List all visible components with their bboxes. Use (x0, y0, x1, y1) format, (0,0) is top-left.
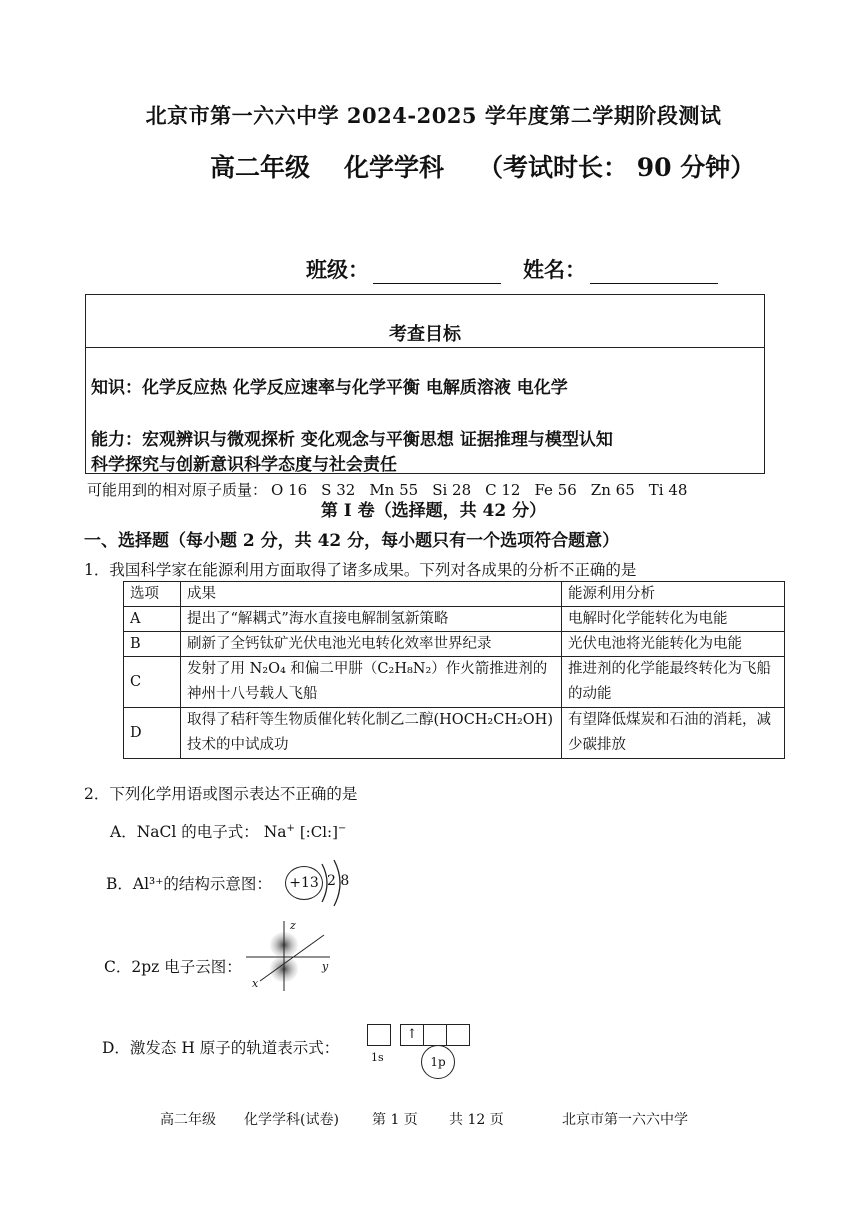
footer-total: 共 12 页 (449, 1112, 504, 1128)
mass-item: Zn 65 (590, 481, 635, 499)
option-cell: D (124, 708, 181, 759)
option-cell: A (124, 607, 181, 632)
option-cell: C (124, 657, 181, 708)
cl-electron-dots: [:Cl:] (299, 823, 338, 841)
analysis-cell: 光伏电池将光能转化为电能 (562, 632, 785, 657)
q1-table (123, 581, 785, 759)
al-shell-electrons: 2 8 (327, 873, 350, 889)
option-a-label: A．NaCl 的电子式： (110, 823, 259, 841)
footer-grade: 高二年级 (160, 1112, 216, 1128)
q1-stem: 1．我国科学家在能源利用方面取得了诸多成果。下列对各成果的分析不正确的是 (84, 561, 637, 579)
option-c-label: C．2pz 电子云图： (104, 958, 242, 976)
exam-subtitle (210, 148, 755, 184)
q2-option-a: A．NaCl 的电子式： Na+ [:Cl:]− (110, 822, 347, 841)
subject-label: 化学学科 (344, 153, 445, 182)
mass-item: O 16 (271, 481, 308, 499)
option-d-label: D．激发态 H 原子的轨道表示式： (102, 1039, 340, 1057)
analysis-cell: 有望降低煤炭和石油的消耗，减少碳排放 (562, 708, 785, 759)
footer-school: 北京市第一六六中学 (562, 1112, 688, 1128)
result-cell: 刷新了全钙钛矿光伏电池光电转化效率世界纪录 (181, 632, 562, 657)
goals-heading: 考查目标 (86, 295, 764, 348)
footer-subject: 化学学科(试卷) (244, 1112, 339, 1128)
table-header: 能源利用分析 (562, 582, 785, 607)
orbital-1p-label: 1p (421, 1045, 455, 1079)
orbital-2p-boxes (400, 1024, 470, 1046)
orbital-box (447, 1024, 470, 1046)
table-row (124, 607, 785, 632)
axis-z-label: z (290, 919, 296, 932)
student-info (306, 254, 740, 284)
goals-ability-2: 科学探究与创新意识科学态度与社会责任 (91, 455, 397, 475)
q2-stem: 2．下列化学用语或图示表达不正确的是 (84, 785, 358, 803)
analysis-cell: 电解时化学能转化为电能 (562, 607, 785, 632)
result-cell: 取得了秸秆等生物质催化转化制乙二醇(HOCH₂CH₂OH)技术的中试成功 (181, 708, 562, 759)
exam-title: 北京市第一六六中学 2024-2025 学年度第二学期阶段测试 (145, 103, 722, 128)
mass-item: Fe 56 (534, 481, 577, 499)
grade-label: 高二年级 (210, 153, 311, 182)
al-nucleus: +13 (285, 866, 323, 900)
name-field[interactable] (590, 263, 718, 284)
q2-option-c (104, 955, 242, 977)
goals-box (85, 294, 765, 474)
class-field[interactable] (373, 263, 501, 284)
cl-symbol: Cl (310, 823, 328, 841)
goals-ability-1: 能力：宏观辨识与微观探析 变化观念与平衡思想 证据推理与模型认知 (91, 430, 613, 450)
mass-item: Si 28 (432, 481, 472, 499)
mass-item: Ti 48 (648, 481, 688, 499)
name-label: 姓名： (523, 257, 586, 282)
axis-x-label: x (252, 977, 259, 990)
orbital-box (367, 1024, 391, 1046)
table-row (124, 657, 785, 708)
class-label: 班级： (306, 257, 369, 282)
na-symbol: Na (263, 823, 287, 841)
q2-option-b (106, 872, 272, 894)
table-row (124, 708, 785, 759)
section1-title: 一、选择题（每小题 2 分，共 42 分，每小题只有一个选项符合题意） (84, 531, 620, 551)
goals-knowledge: 知识：化学反应热 化学反应速率与化学平衡 电解质溶液 电化学 (91, 378, 568, 398)
axis-y-label: y (322, 960, 329, 973)
table-header: 选项 (124, 582, 181, 607)
result-cell: 发射了用 N₂O₄ 和偏二甲肼（C₂H₈N₂）作火箭推进剂的神州十八号载人飞船 (181, 657, 562, 708)
atomic-mass-label: 可能用到的相对原子质量： (87, 481, 268, 499)
mass-item: Mn 55 (369, 481, 419, 499)
table-row (124, 632, 785, 657)
part1-title: 第 I 卷（选择题，共 42 分） (320, 501, 547, 521)
q2-option-d (102, 1036, 339, 1058)
footer-page: 第 1 页 (372, 1112, 418, 1128)
table-header-row (124, 582, 785, 607)
option-b-label: B．Al³⁺的结构示意图： (106, 875, 272, 893)
mass-item: S 32 (321, 481, 356, 499)
orbital-box (424, 1024, 447, 1046)
result-cell: 提出了“解耦式”海水直接电解制氢新策略 (181, 607, 562, 632)
duration-label: （考试时长： 90 分钟） (478, 153, 756, 182)
table-header: 成果 (181, 582, 562, 607)
mass-item: C 12 (485, 481, 521, 499)
orbital-box-up-arrow: ↑ (400, 1024, 424, 1046)
orbital-1s-box (367, 1024, 391, 1046)
analysis-cell: 推进剂的化学能最终转化为飞船的动能 (562, 657, 785, 708)
option-cell: B (124, 632, 181, 657)
orbital-1s-label: 1s (371, 1051, 384, 1064)
